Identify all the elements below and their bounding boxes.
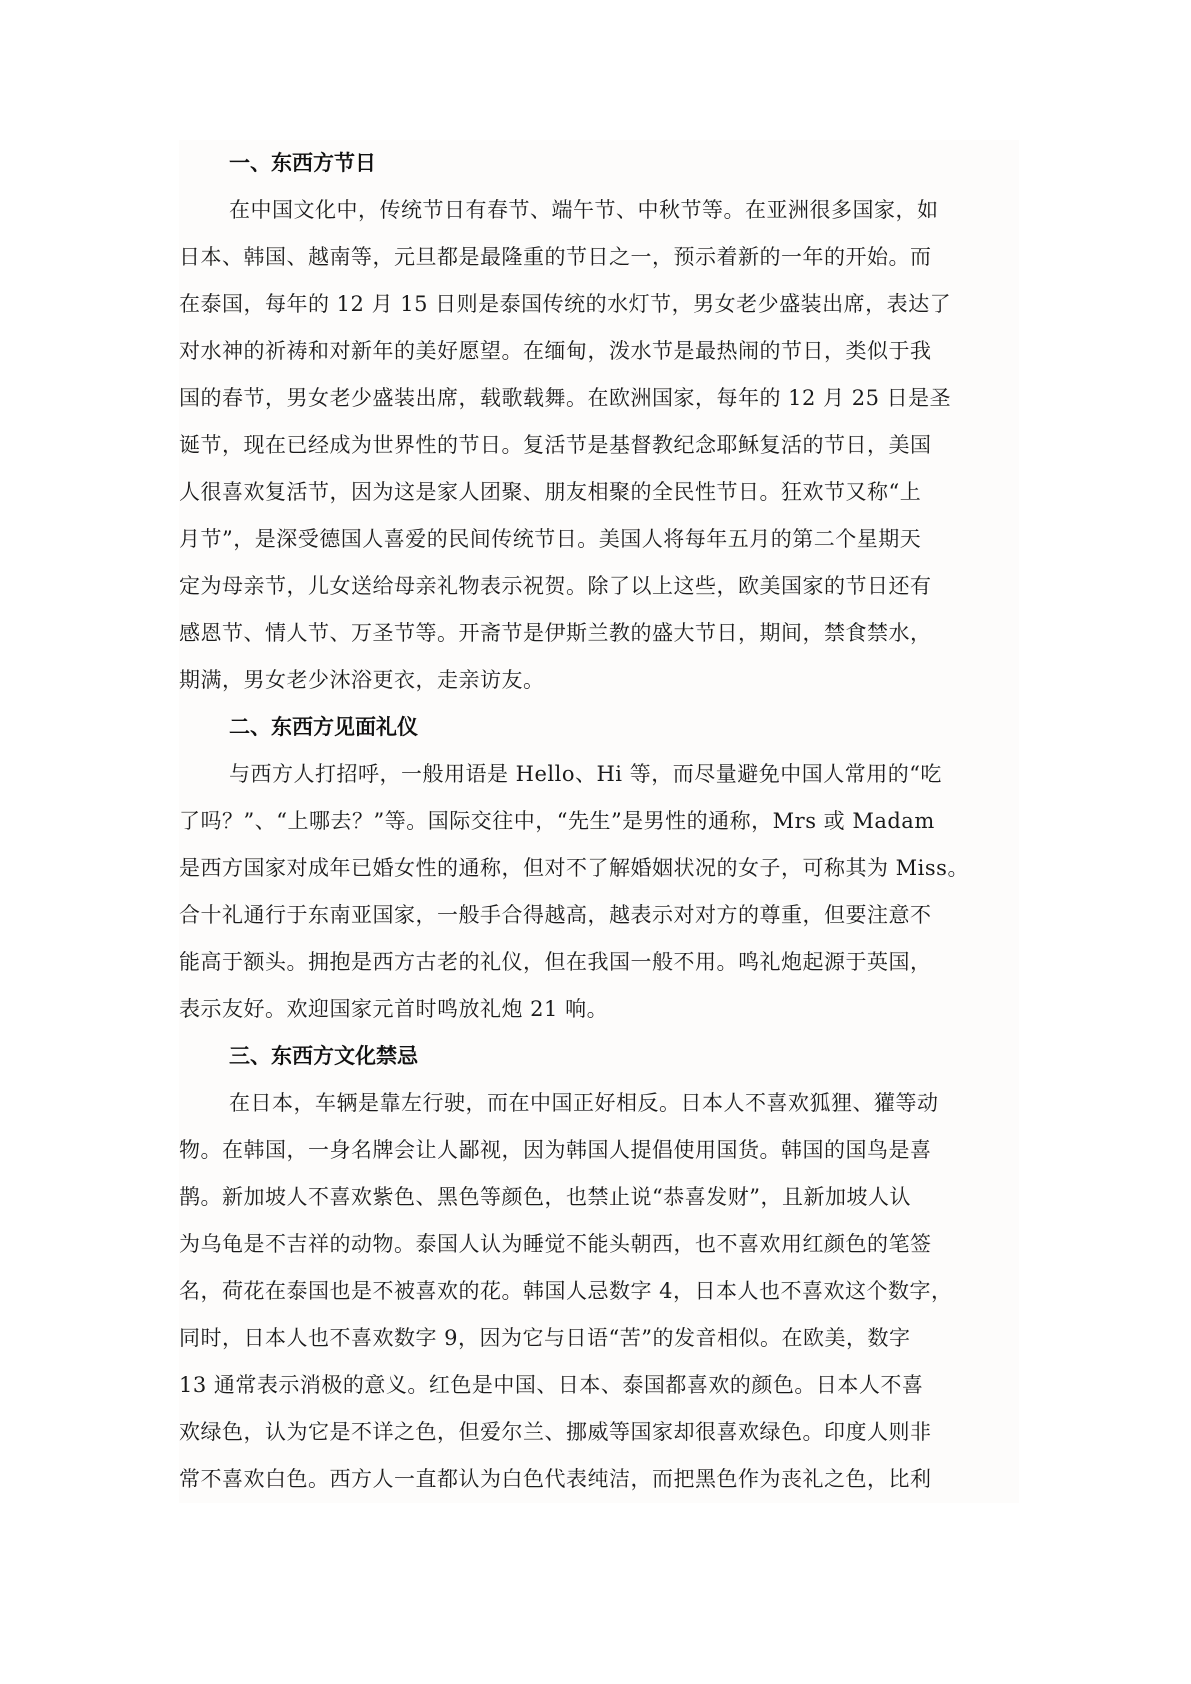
text-line: 人很喜欢复活节，因为这是家人团聚、朋友相聚的全民性节日。狂欢节又称“上 xyxy=(179,480,922,504)
text-line: 对水神的祈祷和对新年的美好愿望。在缅甸，泼水节是最热闹的节日，类似于我 xyxy=(179,339,932,363)
text-line: 13 通常表示消极的意义。红色是中国、日本、泰国都喜欢的颜色。日本人不喜 xyxy=(179,1373,924,1397)
text-line: 合十礼通行于东南亚国家，一般手合得越高，越表示对对方的尊重，但要注意不 xyxy=(179,903,932,927)
text-line: 了吗？”、“上哪去？”等。国际交往中，“先生”是男性的通称，Mrs 或 Madam xyxy=(179,809,935,833)
text-line: 在日本，车辆是靠左行驶，而在中国正好相反。日本人不喜欢狐狸、獾等动 xyxy=(229,1091,939,1115)
section-heading-festivals: 一、东西方节日 xyxy=(229,151,376,175)
text-line: 日本、韩国、越南等，元旦都是最隆重的节日之一，预示着新的一年的开始。而 xyxy=(179,245,932,269)
text-line: 定为母亲节，儿女送给母亲礼物表示祝贺。除了以上这些，欧美国家的节日还有 xyxy=(179,574,932,598)
text-line: 物。在韩国，一身名牌会让人鄙视，因为韩国人提倡使用国货。韩国的国鸟是喜 xyxy=(179,1138,932,1162)
text-line: 期满，男女老少沐浴更衣，走亲访友。 xyxy=(179,668,545,692)
text-line: 鹊。新加坡人不喜欢紫色、黑色等颜色，也禁止说“恭喜发财”，且新加坡人认 xyxy=(179,1185,911,1209)
text-line: 与西方人打招呼，一般用语是 Hello、Hi 等，而尽量避免中国人常用的“吃 xyxy=(229,762,942,786)
text-line: 能高于额头。拥抱是西方古老的礼仪，但在我国一般不用。鸣礼炮起源于英国， xyxy=(179,950,932,974)
section-heading-cultural-taboos: 三、东西方文化禁忌 xyxy=(229,1044,418,1068)
text-line: 月节”，是深受德国人喜爱的民间传统节日。美国人将每年五月的第二个星期天 xyxy=(179,527,922,551)
text-line: 国的春节，男女老少盛装出席，载歌载舞。在欧洲国家，每年的 12 月 25 日是圣 xyxy=(179,386,952,410)
paragraph-greeting-etiquette xyxy=(179,751,1019,1033)
text-line: 名，荷花在泰国也是不被喜欢的花。韩国人忌数字 4，日本人也不喜欢这个数字， xyxy=(179,1279,953,1303)
document-body xyxy=(179,140,1019,1503)
text-line: 表示友好。欢迎国家元首时鸣放礼炮 21 响。 xyxy=(179,997,609,1021)
paragraph-festivals xyxy=(179,187,1019,704)
text-line: 常不喜欢白色。西方人一直都认为白色代表纯洁，而把黑色作为丧礼之色，比利 xyxy=(179,1467,932,1491)
section-heading-greeting-etiquette: 二、东西方见面礼仪 xyxy=(229,715,418,739)
text-line: 在泰国，每年的 12 月 15 日则是泰国传统的水灯节，男女老少盛装出席，表达了 xyxy=(179,292,952,316)
paragraph-cultural-taboos xyxy=(179,1080,1019,1503)
text-line: 欢绿色，认为它是不详之色，但爱尔兰、挪威等国家却很喜欢绿色。印度人则非 xyxy=(179,1420,932,1444)
text-line: 感恩节、情人节、万圣节等。开斋节是伊斯兰教的盛大节日，期间，禁食禁水， xyxy=(179,621,932,645)
text-line: 在中国文化中，传统节日有春节、端午节、中秋节等。在亚洲很多国家，如 xyxy=(229,198,939,222)
text-line: 为乌龟是不吉祥的动物。泰国人认为睡觉不能头朝西，也不喜欢用红颜色的笔签 xyxy=(179,1232,932,1256)
text-line: 是西方国家对成年已婚女性的通称，但对不了解婚姻状况的女子，可称其为 Miss。 xyxy=(179,856,969,880)
text-line: 同时，日本人也不喜欢数字 9，因为它与日语“苦”的发音相似。在欧美，数字 xyxy=(179,1326,911,1350)
text-line: 诞节，现在已经成为世界性的节日。复活节是基督教纪念耶稣复活的节日，美国 xyxy=(179,433,932,457)
